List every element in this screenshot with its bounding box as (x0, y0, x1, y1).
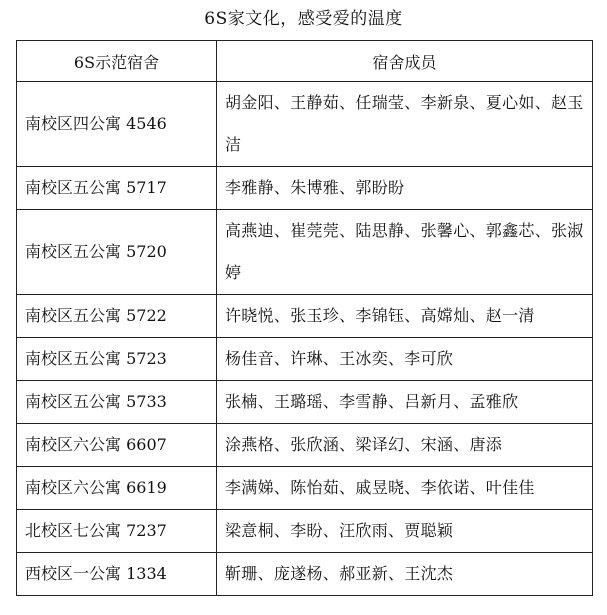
header-members: 宿舍成员 (217, 41, 593, 82)
members-cell: 胡金阳、王静茹、任瑞莹、李新泉、夏心如、赵玉洁 (217, 82, 593, 167)
table-row (17, 167, 593, 210)
dorm-cell: 南校区五公寓 5720 (17, 210, 217, 295)
dorm-cell: 南校区五公寓 5723 (17, 338, 217, 381)
members-cell: 高燕迪、崔莞莞、陆思静、张馨心、郭鑫芯、张淑婷 (217, 210, 593, 295)
table-header-row (17, 41, 593, 82)
members-cell: 李雅静、朱博雅、郭盼盼 (217, 167, 593, 210)
table-row (17, 295, 593, 338)
members-cell: 李满娣、陈怡茹、戚昱晓、李依诺、叶佳佳 (217, 467, 593, 510)
table-row (17, 381, 593, 424)
dorm-cell: 南校区五公寓 5733 (17, 381, 217, 424)
dorm-cell: 南校区六公寓 6619 (17, 467, 217, 510)
dorm-table (16, 40, 593, 596)
dorm-cell: 南校区五公寓 5717 (17, 167, 217, 210)
dorm-cell: 北校区七公寓 7237 (17, 510, 217, 553)
table-row (17, 338, 593, 381)
table-row (17, 553, 593, 596)
header-dorm: 6S示范宿舍 (17, 41, 217, 82)
table-row (17, 510, 593, 553)
table-row (17, 82, 593, 167)
table-row (17, 210, 593, 295)
members-cell: 许晓悦、张玉珍、李锦钰、高嫦灿、赵一清 (217, 295, 593, 338)
members-cell: 涂燕格、张欣涵、梁译幻、宋涵、唐添 (217, 424, 593, 467)
dorm-cell: 南校区四公寓 4546 (17, 82, 217, 167)
table-row (17, 467, 593, 510)
document-title: 6S家文化，感受爱的温度 (204, 9, 403, 29)
members-cell: 靳珊、庞遂杨、郝亚新、王沈杰 (217, 553, 593, 596)
table-row (17, 424, 593, 467)
dorm-cell: 西校区一公寓 1334 (17, 553, 217, 596)
dorm-cell: 南校区六公寓 6607 (17, 424, 217, 467)
members-cell: 杨佳音、许琳、王冰奕、李可欣 (217, 338, 593, 381)
members-cell: 张楠、王璐瑶、李雪静、吕新月、孟雅欣 (217, 381, 593, 424)
members-cell: 梁意桐、李盼、汪欣雨、贾聪颖 (217, 510, 593, 553)
dorm-cell: 南校区五公寓 5722 (17, 295, 217, 338)
